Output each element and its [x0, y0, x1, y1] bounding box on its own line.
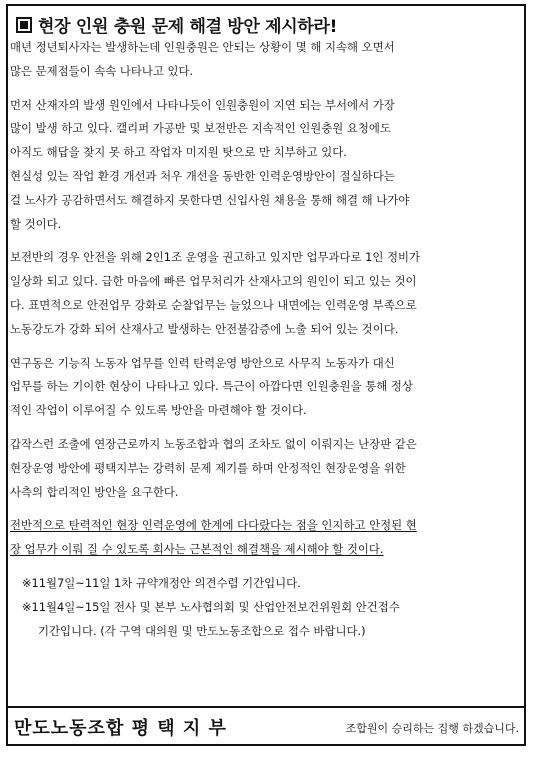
- square-bullet-icon: [16, 17, 32, 33]
- notice-1: [10, 572, 510, 596]
- text-line: 많은 문제점들이 속속 나타나고 있다.: [10, 63, 194, 78]
- text-line: 연구동은 기능직 노동자 업무를 인력 탄력운영 방안으로 사무직 노동자가 대신: [10, 355, 395, 370]
- text-line: 사측의 합리적인 방안을 요구한다.: [10, 484, 179, 499]
- text-line: 보전반의 경우 안전을 위해 2인1조 운영을 권고하고 있지만 업무과다로 1인 정비가: [10, 250, 421, 265]
- paragraph-3: [10, 246, 510, 341]
- paragraph-4: [10, 352, 510, 423]
- text-line: 많이 발생 하고 있다. 캘리퍼 가공반 및 보전반은 지속적인 인원충원 요청에도: [10, 121, 391, 136]
- notice-line: ※11월7일~11일 1차 규약개정안 의견수렴 기간입니다.: [22, 575, 301, 590]
- headline-text: 현장 인원 충원 문제 해결 방안 제시하라!: [38, 17, 338, 37]
- text-line: 전반적으로 탄력적인 현장 인력운영에 한계에 다다랐다는 점을 인지하고 안정된 현: [10, 518, 417, 533]
- headline: [16, 12, 337, 37]
- text-line: 갑작스런 조출에 연장근로까지 노동조합과 협의 조차도 없이 이뤄지는 난장판 같은: [10, 436, 417, 451]
- text-line: 먼저 산재자의 발생 원인에서 나타나듯이 인원충원이 지연 되는 부서에서 가장: [10, 97, 395, 112]
- document-body: [10, 36, 510, 643]
- paragraph-5: [10, 433, 510, 504]
- text-line: 현장운영 방안에 평택지부는 강력히 문제 제기를 하며 안정적인 현장운영을 위한: [10, 460, 406, 475]
- paragraph-1: [10, 36, 510, 84]
- slogan: 조합원이 승리하는 집행 하겠습니다.: [345, 722, 519, 735]
- notice-line: ※11월4일~15일 전사 및 본부 노사협의회 및 산업안전보건위원회 안건접수: [22, 599, 400, 614]
- text-line: 노동강도가 강화 되어 산재사고 발생하는 안전불감증에 노출 되어 있는 것이다.: [10, 321, 399, 336]
- text-line: 다. 표면적으로 안전업무 강화로 순찰업무는 늘었으나 내면에는 인력운영 부족으로: [10, 297, 417, 312]
- text-line: 업무를 하는 기이한 현상이 나타나고 있다. 특근이 아깝다면 인원충원을 통해 정상: [10, 379, 413, 394]
- text-line: 걸 노사가 공감하면서도 해결하지 못한다면 신입사원 채용을 통해 해결 해 나가야: [10, 192, 410, 207]
- text-line: 매년 정년퇴사자는 발생하는데 인원충원은 안되는 상황이 몇 해 지속해 오면서: [10, 40, 395, 54]
- union-branch-name: 만도노동조합 평 택 지 부: [14, 718, 227, 739]
- text-line: 장 업무가 이뤄 질 수 있도록 회사는 근본적인 해결책을 제시해야 할 것이다.: [10, 542, 384, 557]
- text-line: 적인 작업이 이루어질 수 있도록 방안을 마련해야 할 것이다.: [10, 403, 307, 418]
- footer: [14, 714, 519, 744]
- text-line: 아직도 해답을 찾지 못 하고 작업자 미지원 탓으로 만 치부하고 있다.: [10, 145, 347, 160]
- conclusion-paragraph: [10, 514, 510, 562]
- text-line: 할 것이다.: [10, 216, 62, 231]
- footer-divider: [6, 706, 526, 708]
- notice-line: 기간입니다. (각 구역 대의원 및 만도노동조합으로 접수 바랍니다.): [38, 623, 366, 638]
- text-line: 현실성 있는 작업 환경 개선과 처우 개선을 동반한 인력운영방안이 절실하다는: [10, 168, 395, 183]
- text-line: 일상화 되고 있다. 급한 마음에 빠른 업무처리가 산재사고의 원인이 되고 있는 것이: [10, 274, 417, 289]
- paragraph-2: [10, 94, 510, 237]
- notice-2: [10, 596, 510, 644]
